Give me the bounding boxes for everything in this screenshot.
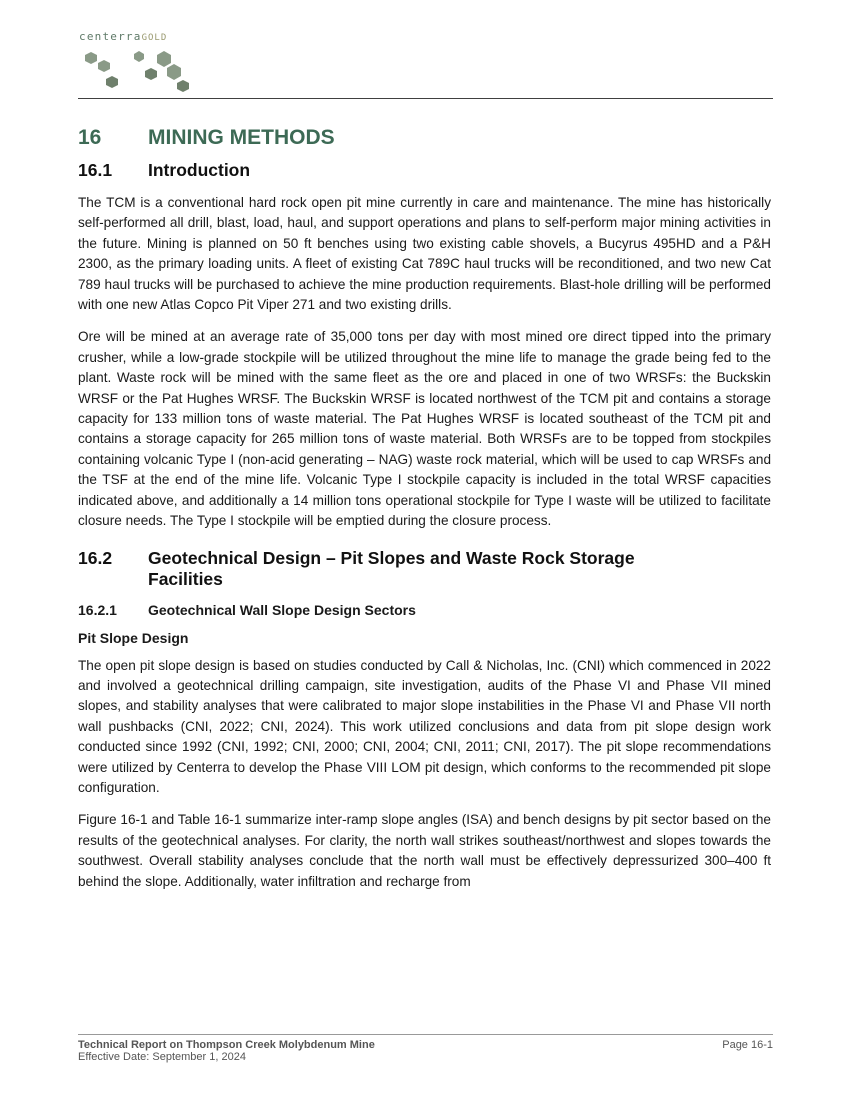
footer-effective-date: Effective Date: September 1, 2024 (78, 1051, 246, 1063)
section-heading (78, 126, 771, 150)
logo-suffix-text: GOLD (141, 33, 168, 43)
section-number: 16 (78, 126, 102, 149)
sub-subsection-heading (78, 602, 771, 618)
page-header (79, 28, 774, 98)
sub-subsection-number: 16.2.1 (78, 601, 117, 618)
body-paragraph: The open pit slope design is based on studies conducted by Call & Nicholas, Inc. (CNI) which commenced in 2022 and involved a geotechnical drilling campaign, site investigation, audits of the Phase VI and Phase VII mined slopes, and stability analyses that were calibrated to major slope instabilities in the Phase VI and Phase VII north wall pushbacks (CNI, 2022; CNI, 2024). This work utilized conclusions and data from pit slope design work conducted since 1992 (CNI, 1992; CNI, 2000; CNI, 2004; CNI, 2011; CNI, 2017). The pit slope recommendations were utilized by Centerra to develop the Phase VIII LOM pit design, which conforms to the recommended pit slope configuration. (78, 657, 771, 795)
logo-hexagon (106, 76, 118, 88)
logo-hexagon (134, 51, 144, 62)
logo-hexagon (85, 52, 97, 64)
pit-slope-heading: Pit Slope Design (78, 629, 189, 646)
body-paragraph: The TCM is a conventional hard rock open pit mine currently in care and maintenance. The mine has historically self-performed all drill, blast, load, haul, and support operations and plans to self-perform major mining activities in the future. Mining is planned on 50 ft benches using two existing cable shovels, a Bucyrus 495HD and a P&H 2300, as the primary loading units. A fleet of existing Cat 789C haul trucks will be reconditioned, and two new Cat 789 haul trucks will be purchased to achieve the mine production requirements. Blast-hole drilling will be performed with one new Atlas Copco Pit Viper 271 and two existing drills. (78, 195, 771, 313)
page-footer (78, 1039, 773, 1063)
footer-report-title: Technical Report on Thompson Creek Molybdenum Mine (78, 1039, 375, 1051)
footer-page-number: Page 16-1 (722, 1039, 773, 1051)
subsection-heading-geotechnical (78, 548, 771, 590)
logo-hexagon (98, 60, 110, 72)
subsection-heading-intro (78, 160, 771, 181)
company-logo-hexagons (79, 46, 199, 94)
logo-hexagon (177, 80, 189, 92)
company-logo-text (79, 30, 167, 43)
document-body (78, 126, 771, 904)
header-rule (78, 98, 773, 99)
sub-subsection-title: Geotechnical Wall Slope Design Sectors (148, 601, 416, 618)
logo-hexagon (167, 64, 181, 80)
logo-hexagon (145, 68, 157, 80)
body-paragraph: Figure 16-1 and Table 16-1 summarize inter-ramp slope angles (ISA) and bench designs by pit sector based on the results of the geotechnical analyses. For clarity, the north wall strikes southeast/northwest and slopes towards the southwest. Overall stability analyses conclude that the north wall must be effectively depressurized 300–400 ft behind the slope. Additionally, water infiltration and recharge from (78, 812, 771, 889)
body-paragraph: Ore will be mined at an average rate of 35,000 tons per day with most mined ore direct tipped into the primary crusher, while a low-grade stockpile will be utilized throughout the mine life to manage the grade being fed to the plant. Waste rock will be mined with the same fleet as the ore and placed in one of two WRSFs: the Buckskin WRSF or the Pat Hughes WRSF. The Buckskin WRSF is located northwest of the TCM pit and contains a storage capacity for 133 million tons of waste material. The Pat Hughes WRSF is located southeast of the TCM pit and contains a storage capacity for 265 million tons of waste material. Both WRSFs are to be topped from stockpiles containing volcanic Type I (non-acid generating – NAG) waste rock material, which will be used to cap WRSFs and the TSF at the end of the mine life. Volcanic Type I stockpile capacity is included in the total WRSF capacities indicated above, and additionally a 14 million tons operational stockpile for Type I waste will be utilized to facilitate closure needs. The Type I stockpile will be emptied during the closure process. (78, 329, 771, 529)
section-title: MINING METHODS (148, 126, 335, 149)
subsection-number: 16.1 (78, 160, 113, 180)
subsection-number: 16.2 (78, 547, 113, 568)
logo-hexagon (157, 51, 171, 67)
footer-rule (78, 1034, 773, 1035)
subsection-title: Geotechnical Design – Pit Slopes and Waste Rock Storage Facilities (148, 547, 635, 589)
subsection-title: Introduction (148, 160, 251, 180)
logo-main-text: centerra (79, 30, 142, 43)
